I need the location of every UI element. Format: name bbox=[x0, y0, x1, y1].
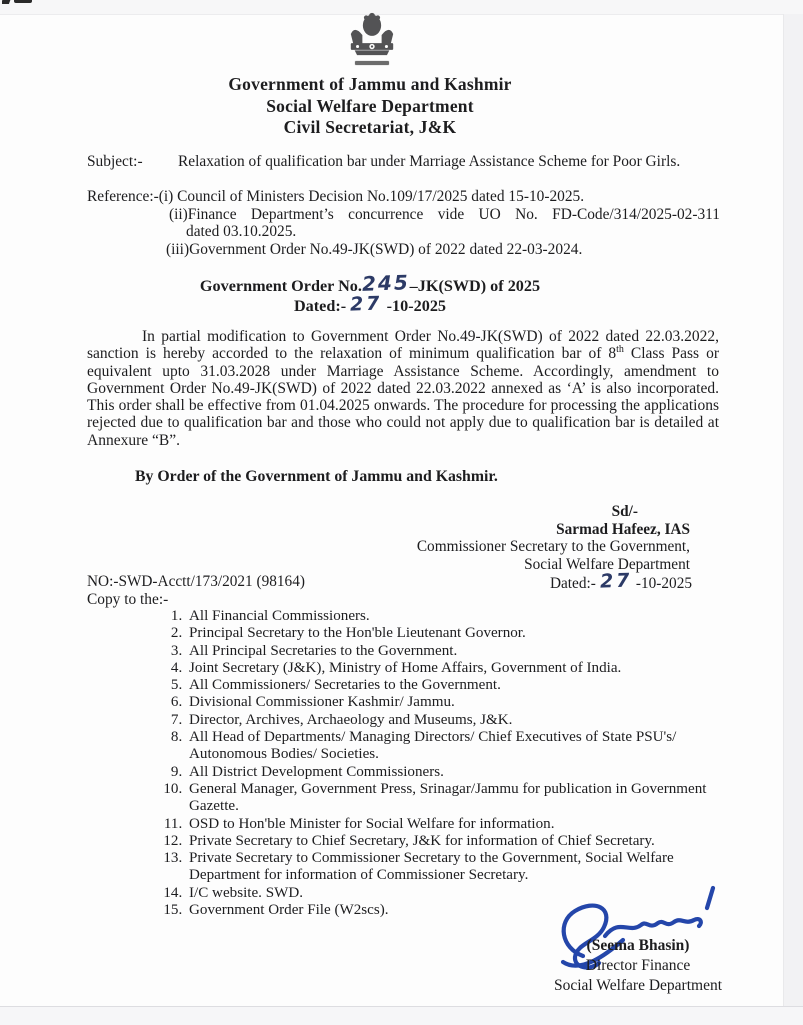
subject-line bbox=[87, 153, 720, 171]
subject-label: Subject:- bbox=[87, 153, 143, 170]
copy-list-item: 14. I/C website. SWD. bbox=[186, 885, 746, 902]
signature-block bbox=[528, 936, 748, 996]
copy-list-item: 6. Divisional Commissioner Kashmir/ Jammu. bbox=[186, 694, 746, 711]
copy-list-item: 12. Private Secretary to Chief Secretary, J&K for information of Chief Secretary. bbox=[186, 833, 746, 850]
reference-item-2-continued: dated 03.10.2025. bbox=[186, 223, 297, 240]
order-date-suffix: -10-2025 bbox=[382, 297, 447, 315]
file-date-suffix: -10-2025 bbox=[632, 575, 692, 592]
order-body-paragraph bbox=[87, 328, 719, 449]
copy-list-item: 8. All Head of Departments/ Managing Directors/ Chief Executives of State PSU's/ Autonomous Bodies/ Societies. bbox=[186, 729, 746, 764]
copy-list-item: 1. All Financial Commissioners. bbox=[186, 608, 746, 625]
signer-designation: Director Finance bbox=[585, 957, 691, 974]
reference-item-2: (ii)Finance Department’s concurrence vide UO No. FD-Code/314/2025-02-311 bbox=[169, 205, 720, 223]
signer-department: Social Welfare Department bbox=[553, 977, 723, 994]
file-date-label: Dated:- bbox=[549, 575, 600, 592]
handwritten-order-number: 245 bbox=[361, 270, 411, 296]
file-date bbox=[549, 569, 692, 593]
body-text-start: In partial modification to Government Order No.49-JK(SWD) of 2022 dated 22.03.2022, sanction is hereby accorded to the relaxation of minimum qualification bar of 8 bbox=[87, 328, 719, 363]
file-number: NO:-SWD-Acctt/173/2021 (98164) bbox=[87, 573, 305, 590]
order-number-prefix: Government Order No. bbox=[199, 277, 362, 295]
copy-list-item: 3. All Principal Secretaries to the Government. bbox=[186, 643, 746, 660]
signer-name: (Seema Bhasin) bbox=[586, 937, 690, 954]
copy-list-item: 4. Joint Secretary (J&K), Ministry of Home Affairs, Government of India. bbox=[186, 660, 746, 677]
by-order-line: By Order of the Government of Jammu and Kashmir. bbox=[135, 468, 498, 485]
secretariat-title: Civil Secretariat, J&K bbox=[283, 117, 457, 137]
body-superscript: th bbox=[616, 344, 624, 356]
copy-list-item: 15. Government Order File (W2scs). bbox=[186, 902, 746, 919]
order-number-block bbox=[0, 270, 740, 316]
ashoka-emblem-icon bbox=[340, 8, 404, 65]
scan-bottom-edge bbox=[0, 1006, 803, 1025]
subject-text: Relaxation of qualification bar under Marriage Assistance Scheme for Poor Girls. bbox=[178, 153, 681, 170]
reference-item-1: Reference:-(i) Council of Ministers Decision No.109/17/2025 dated 15-10-2025. bbox=[87, 188, 585, 205]
signatory-block bbox=[417, 503, 690, 573]
copy-list-item: 2. Principal Secretary to the Hon'ble Lieutenant Governor. bbox=[186, 625, 746, 642]
order-number-suffix: –JK(SWD) of 2025 bbox=[409, 277, 541, 295]
order-date-label: Dated:- bbox=[293, 297, 351, 315]
scan-artifact bbox=[2, 0, 36, 8]
copy-list-item: 9. All District Development Commissioners. bbox=[186, 764, 746, 781]
signatory-designation: Commissioner Secretary to the Government, bbox=[416, 538, 690, 555]
department-title: Social Welfare Department bbox=[266, 95, 474, 116]
signatory-department: Social Welfare Department bbox=[524, 555, 690, 573]
order-date-line bbox=[0, 292, 740, 316]
satyameva-jayate-motto bbox=[355, 61, 389, 65]
copy-list-item: 13. Private Secretary to Commissioner Secretary to the Government, Social Welfare Department for information of Commissioner Secretary. bbox=[186, 850, 746, 885]
copy-to-list bbox=[160, 608, 746, 919]
file-number-row bbox=[87, 569, 720, 593]
handwritten-order-date: 27 bbox=[349, 292, 383, 316]
copy-list-item: 11. OSD to Hon'ble Minister for Social Welfare for information. bbox=[186, 816, 746, 833]
letterhead bbox=[0, 74, 740, 139]
handwritten-file-date: 27 bbox=[599, 569, 633, 593]
reference-item-3: (iii)Government Order No.49-JK(SWD) of 2022 dated 22-03-2024. bbox=[166, 240, 583, 258]
copy-list-item: 5. All Commissioners/ Secretaries to the Government. bbox=[186, 677, 746, 694]
copy-list-item: 7. Director, Archives, Archaeology and Museums, J&K. bbox=[186, 712, 746, 729]
reference-block bbox=[87, 188, 720, 258]
scan-right-edge bbox=[783, 14, 803, 1024]
government-title: Government of Jammu and Kashmir bbox=[228, 74, 512, 94]
copy-list-item: 10. General Manager, Government Press, Srinagar/Jammu for publication in Government Gazette. bbox=[186, 781, 746, 816]
copy-to-label: Copy to the:- bbox=[87, 591, 169, 608]
signatory-name: Sarmad Hafeez, IAS bbox=[556, 520, 690, 538]
body-text-end: Class Pass or equivalent upto 31.03.2028 under Marriage Assistance Scheme. Accordingly, amendment to Government Order No.49-JK(SWD) of 2022 dated 22.03.2022 annexed as ‘A’ is also incorporated. This order shall be effective from 01.04.2025 onwards. The procedure for processing the applications rejected due to qualification bar and those who could not apply due to qualification bar is detailed at Annexure “B”. bbox=[87, 345, 719, 449]
sd-mark: Sd/- bbox=[611, 503, 638, 520]
